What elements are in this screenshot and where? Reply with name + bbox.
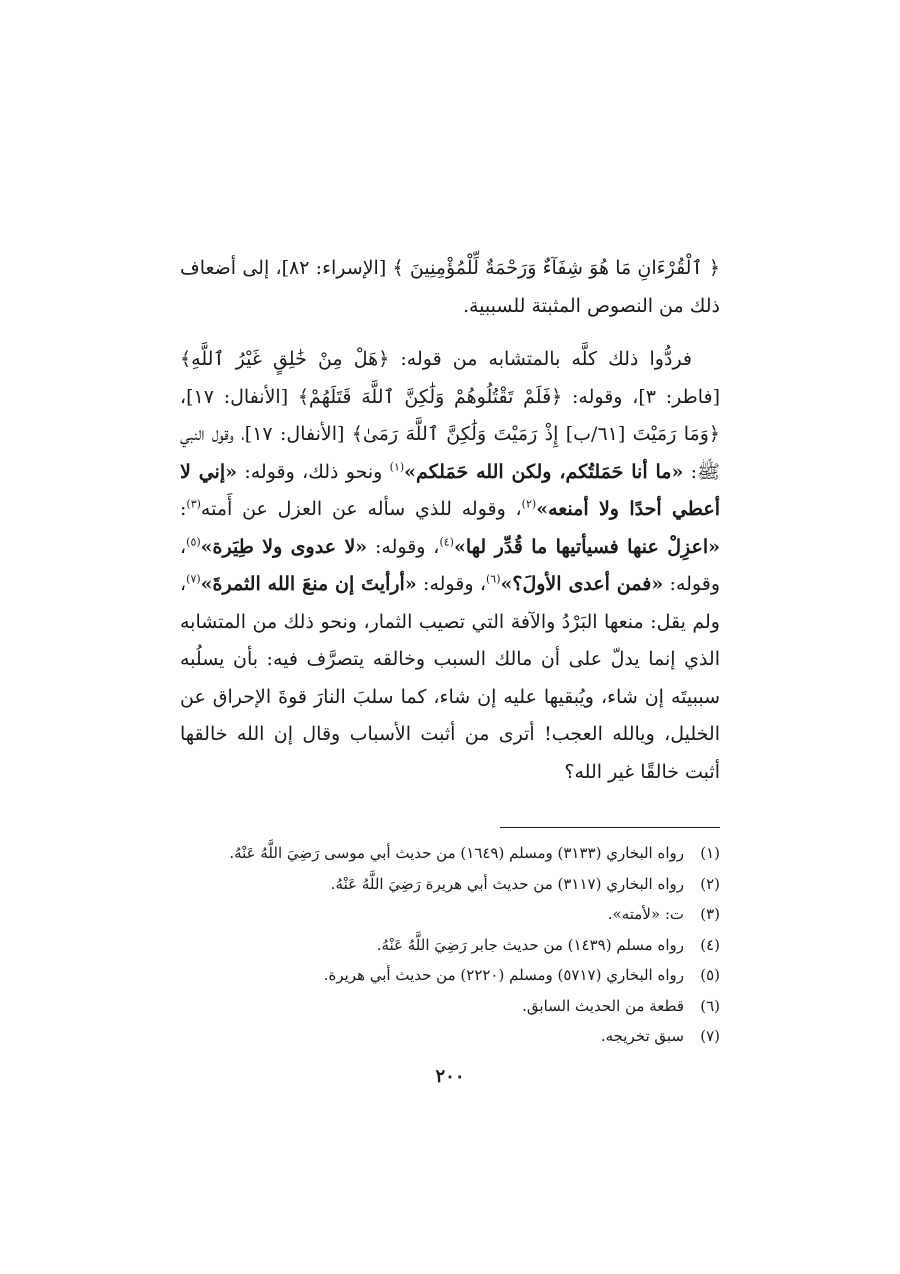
footnote-ref-3: (٣): [186, 497, 201, 511]
footnote-item: [180, 930, 720, 961]
footnote-text: رواه البخاري (٣١١٧) من حديث أبي هريرة رَضِيَ اللَّهُ عَنْهُ.: [330, 874, 684, 893]
footnote-text: رواه مسلم (١٤٣٩) من حديث جابر رَضِيَ اللَّهُ عَنْهُ.: [376, 935, 684, 954]
text-run: [الأنفال: ١٧]، وقول النبي ﷺ:: [180, 423, 720, 483]
hadith-quote: «أرأيتَ إن منعَ الله الثمرةَ»: [200, 573, 417, 595]
footnote-item: [180, 1021, 720, 1052]
footnote-item: [180, 991, 720, 1022]
text-run: ، وقوله:: [180, 535, 720, 595]
text-run: ونحو ذلك، وقوله:: [237, 460, 390, 483]
text-run: ، وقوله:: [416, 573, 486, 595]
footnote-number: (٥): [700, 966, 720, 984]
footnote-text: رواه البخاري (٥٧١٧) ومسلم (٢٢٢٠) من حديث أبي هريرة.: [323, 966, 684, 984]
text-run: فردُّوا ذلك كلَّه بالمتشابه من قوله:: [389, 348, 693, 370]
quran-verse: ﴿هَلْ مِنْ خَٰلِقٍ غَيْرُ ٱللَّهِ﴾: [180, 348, 390, 370]
paragraph-2: [180, 341, 720, 791]
footnote-text: سبق تخريجه.: [600, 1027, 684, 1045]
footnote-ref-5: (٥): [186, 535, 201, 549]
footnote-ref-6: (٦): [485, 572, 501, 586]
page-number: ٢٠٠: [435, 1066, 465, 1087]
quran-verse: ﴿وَمَا رَمَيْتَ: [632, 423, 721, 445]
footnote-text: رواه البخاري (٣١٣٣) ومسلم (١٦٤٩) من حديث أبي موسى رَضِيَ اللَّهُ عَنْهُ.: [229, 844, 684, 862]
quran-verse: ﴿ ٱلْقُرْءَانِ مَا هُوَ شِفَآءٌ وَرَحْمَةٌ لِّلْمُؤْمِنِينَ ﴾: [392, 257, 720, 279]
footnote-number: (٧): [700, 1027, 720, 1045]
text-run: [الأنفال: ١٧]،: [180, 385, 298, 408]
text-run: ، وقوله:: [367, 535, 440, 558]
footnote-text: قطعة من الحديث السابق.: [522, 996, 684, 1015]
footnote-item: [180, 899, 720, 930]
manuscript-page-marker: [٦١/ب]: [558, 423, 633, 445]
footnote-text: ت: «لأمته».: [607, 905, 684, 923]
text-run: ، ولم يقل: منعها البَرْدُ والآفة التي تصيب الثمار، ونحو ذلك من المتشابه الذي إنما يدلّ على أن مالك السبب وخالقه يتصرَّف فيه: بأن يسلُبه سببيتَه إن شاء، ويُبقيها عليه إن شاء، كما سلبَ النارَ قوةَ الإحراق عن الخليل، ويالله العجب! أترى من أثبت الأسباب وقال إن الله خالقها أثبت خالقًا غير الله؟: [180, 573, 720, 783]
footnote-item: [180, 960, 720, 991]
footnote-number: (٦): [700, 996, 720, 1015]
footnote-ref-1: (١): [389, 460, 405, 474]
footnote-ref-2: (٢): [521, 497, 537, 511]
text-run: :: [180, 498, 187, 520]
hadith-quote: «اعزِلْ عنها فسيأتيها ما قُدِّر لها»: [453, 535, 720, 558]
text-run: [فاطر: ٣]، وقوله:: [562, 385, 720, 408]
footnote-number: (٤): [700, 935, 720, 954]
hadith-quote: «فمن أعدى الأولَ؟»: [500, 573, 664, 595]
footnote-number: (٣): [700, 905, 720, 923]
quran-verse: إِذْ رَمَيْتَ وَلَٰكِنَّ ٱللَّهَ رَمَىٰ﴾: [351, 423, 559, 445]
text-run: ، وقوله للذي سأله عن العزل عن أَمته: [200, 498, 522, 520]
footnote-ref-7: (٧): [186, 572, 201, 586]
hadith-quote: «إني لا أعطي أحدًا ولا أمنعه»: [180, 460, 720, 520]
paragraph-1: [180, 250, 720, 325]
footnote-divider: [500, 827, 720, 828]
footnote-number: (١): [700, 844, 720, 862]
hadith-quote: «لا عدوى ولا طِيَرة»: [200, 535, 368, 558]
footnote-ref-4: (٤): [439, 535, 454, 549]
footnotes-list: [180, 838, 720, 1052]
main-text: [180, 250, 720, 791]
quran-verse: ﴿فَلَمْ تَقْتُلُوهُمْ وَلَٰكِنَّ ٱللَّهَ قَتَلَهُمْ﴾: [297, 385, 563, 408]
footnote-number: (٢): [700, 874, 720, 893]
text-run: [الإسراء: ٨٢]، إلى أضعاف ذلك من النصوص المثبتة للسببية.: [180, 257, 720, 317]
footnote-item: [180, 838, 720, 869]
hadith-quote: «ما أنا حَمَلتُكم، ولكن الله حَمَلكم»: [404, 460, 684, 483]
footnote-item: [180, 869, 720, 900]
